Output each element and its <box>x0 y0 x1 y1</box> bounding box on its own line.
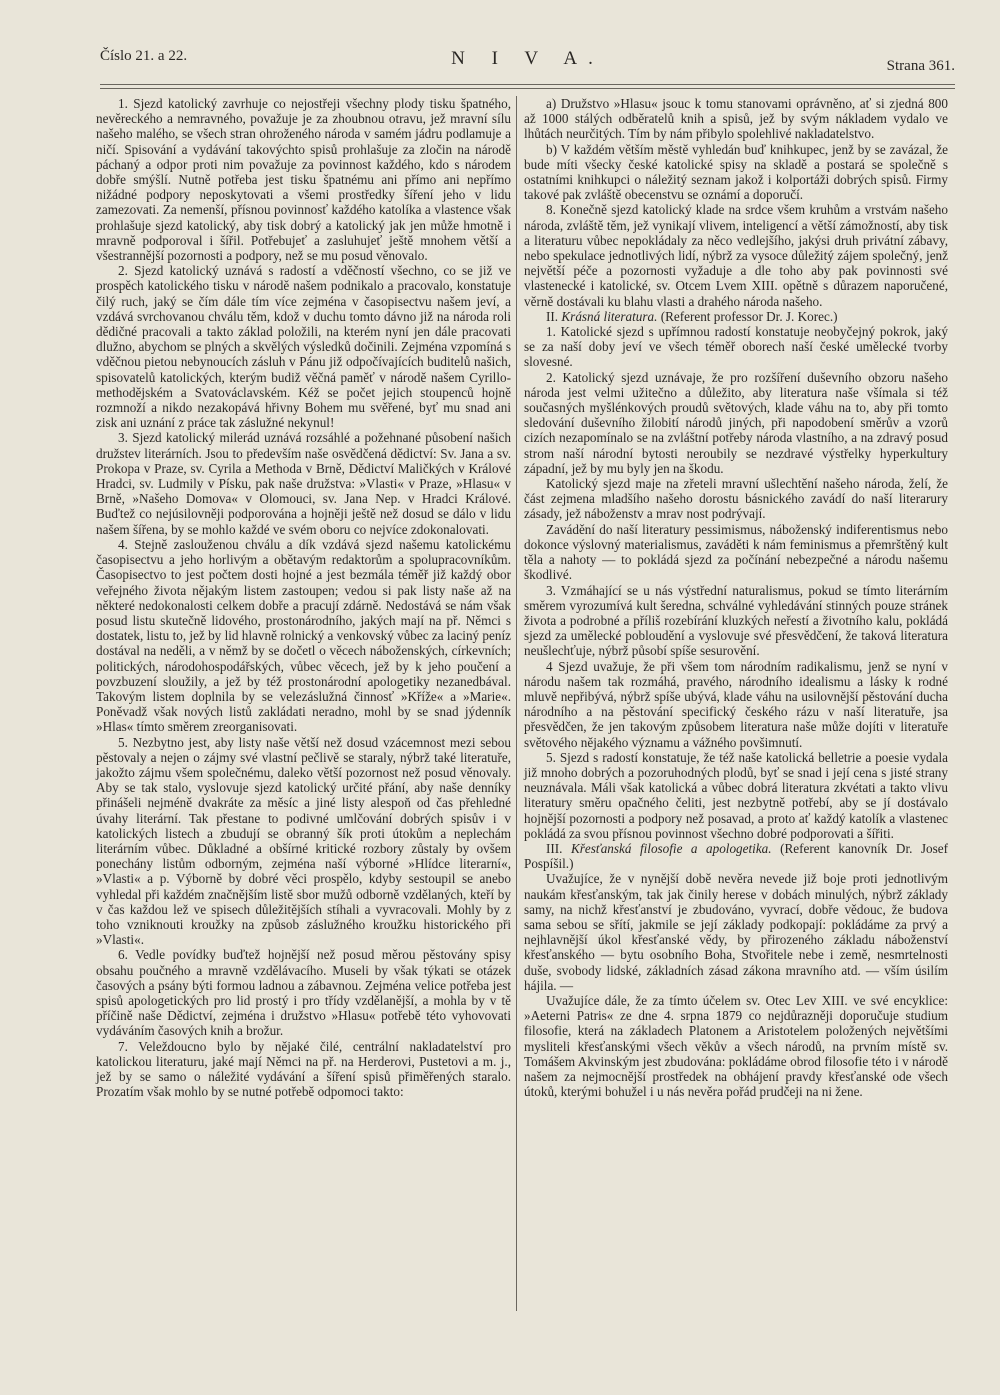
section-2-paragraph-7: 5. Sjezd s radostí konstatuje, že též naše katolická belletrie a poesie vydala již mnoho dobrých a pozoruhodných plodů, byť se snad i její cena s jisté strany neuznávala. Máli však katolická a vůbec dobrá literatura zkvétati a takto vlivu literatury směru opačného čeliti, jest nezbytně potřebí, aby se jí dostávalo hojnější pozornosti a podpory než posavad, a proto ať každý katolík a vlastenec pokládá za svou přísnou povinnost všechno dobré podporovati a šířiti. <box>524 749 948 841</box>
issue-number: Číslo 21. a 22. <box>100 48 188 64</box>
paragraph-2: 2. Sjezd katolický uznává s radostí a vděčností všechno, co se již ve prospěch katolického tisku v národě našem podnikalo a pracovalo, konstatuje čilý ruch, jaký se čím dále tím více zejména v časopisectvu našem jeví, a vzdává svrchovanou chválu těm, kdož v duchu tomto dávno již na národa roli dědičné pracovali a takto základ položili, na kterém nyní jen dále pracovati dlužno, abychom se plných a skvělých výsledků dočinili. Zejména vzpomíná s vděčnou pietou nebynoucích zásluh v Pánu již odpočívajících buditelů našich, spisovatelů katolických, kterým budiž věčná paměť v národě našem Cyrillo-methodějském a Svatováclavském. Kéž se počet jejich stoupenců hojně rozmnoží a nikdo nezakopává hřivny Bohem mu svěřené, byť mu snad ani zisk ani uznání z práce tak záslužné nekynul! <box>96 263 511 431</box>
section-2-paragraph-6: 4 Sjezd uvažuje, že při všem tom národním radikalismu, jenž se nyní v národu našem tak rozmáhá, pravého, národního idealismu a lásky k rodné mluvě nepřibývá, nýbrž spíše ubývá, klade váhu na usilovnější pěstování ducha národního a na pěstování specifický českého rázu v naší literatuře, jsa přesvědčen, že jen takovým způsobem literatura naše může dojíti v literatuře světového nějakého významu a vážného povšimnutí. <box>524 658 948 750</box>
left-column <box>96 96 511 1099</box>
header-rule-top <box>100 84 955 85</box>
section-3-paragraph-1: Uvažujíce, že v nynější době nevěra nevede již boje proti jednotlivým naukám křesťanským, tak jak činily herese v dobách minulých, nýbrž základy samy, na nichž křesťanství je zbudováno, vyvrací, dobře vědouc, že budova sama sebou se sřítí, jakmile se její základy podkopají: pokládáme za prvý a nejhlavnější úkol křesťanské vědy, by přirozeného základu náboženství křesťanského — bytu osobního Boha, Stvořitele nebe i země, nesmrtelnosti duše, svobody lidské, základních zásad zákona mravního atd. — vším úsilím hájila. — <box>524 871 948 993</box>
paragraph-8: 8. Konečně sjezd katolický klade na srdce všem kruhům a vrstvám našeho národa, zvláště těm, jež vynikají vlivem, inteligencí a větší zámožností, aby tisk a literaturu vůbec nepokládaly za něco vedlejšího, jakýsi druh privátní zábavy, nebo spekulace jednotlivých lidí, nýbrž za vysoce důležitý zájem společný, jenž největší péče a pozornosti vyžaduje a dle toho aby pak povinnosti své vlastenecké i katolické, sv. Otcem Lvem XIII. opětně s důrazem naporučené, věrně dostávali ku blahu vlasti a drahého národa našeho. <box>524 202 948 309</box>
section-2-heading <box>524 309 948 324</box>
right-column <box>524 96 948 1099</box>
section-2-referent: (Referent professor Dr. J. Korec.) <box>660 308 838 324</box>
section-2-paragraph-2: 2. Katolický sjezd uznávaje, že pro rozšíření duševního obzoru našeho národa jest velmi užitečno a důležito, aby literatura naše všímala si též současných myšlénkových proudů světových, klade váhu na to, aby při tomto sledování duševního žilobití národů jiných, při napodobení směrův a vzorů cizích nezapomínalo se na zvláštní potřeby národa vlastního, a na zdravý posud strom naší národní bytosti neroubily se nezdravé výstřelky hyperkultury západní, jež by mu byly jen na škodu. <box>524 369 948 476</box>
section-2-paragraph-5: 3. Vzmáhající se u nás výstřední naturalismus, pokud se tímto literárním směrem vyrozumívá kult šeredna, schválné vyhledávání stinných pouze stránek života a podrobné a příliš rozebírání kluzkých neřestí a životního kalu, pokládá sjezd za umělecké pobloudění a vyslovuje své přesvědčení, že taková literatura neušlechťuje, nýbrž působí spíše sesurovění. <box>524 582 948 659</box>
page-number: Strana 361. <box>886 58 955 74</box>
page-header <box>100 48 955 76</box>
section-2-paragraph-3: Katolický sjezd maje na zřeteli mravní ušlechtění našeho národa, želí, že část zejmena mladšího našeho dorostu básnického zavádí do naší literarury zásady, jež náboženstv a mrav nost podrývají. <box>524 476 948 522</box>
header-rule-bottom <box>100 88 955 89</box>
section-2-paragraph-4: Zavádění do naší literatury pessimismus, náboženský indiferentismus nebo dokonce výslovný materialismus, zaváděti k nám feminismus a přemrštěný kult těla a nahoty — to pokládá sjezd za počínání nebezpečné a národu našemu škodlivé. <box>524 521 948 583</box>
journal-title: N I V A. <box>451 48 604 69</box>
paragraph-5: 5. Nezbytno jest, aby listy naše větší než dosud vzácemnost mezi sebou pěstovaly a nejen o zájmy své vlastní pečlivě se staraly, nýbrž také literatuře, jakožto zájmu všem společnému, daleko větší pozornost než posud věnovaly. Aby se tak stalo, vyslovuje sjezd katolický určité přání, aby naše denníky přinášeli nejméně dvakráte za měsíc a jiné listy alespoň od čas přehledné úvahy literární. Tak přestane to podivné umlčování dobrých spisův i v katolických listech a zbudují se obranný šík proti útokům a neplechám literárním vůbec. Důkladné a obšírné kritické rozbory zůstaly by ovšem ponechány listům odborným, zejména naší výborné »Hlídce literarní«, »Vlasti« a p. Výborně by dobré věci prospělo, kdyby sestoupil se anebo vyhledal při každém značnějším listě sbor mužů odborně vzdělaných, kteří by v čas každou lež ve spisech důležitějších stíhali a vyvracovali. Mohly by z toho vzniknouti kroužky na způsob záslužného kroužku historického při »Vlasti«. <box>96 734 511 948</box>
section-2-title: Krásná literatura. <box>561 308 658 324</box>
paragraph-4: 4. Stejně zaslouženou chválu a dík vzdává sjezd našemu katolickému časopisectvu a jeho horlivým a obětavým redaktorům a spolupracovníkům. Časopisectvo to jest počtem dosti hojné a jest bezmála téměř již každý obor veřejného života nějakým listem zastoupen; vedou si pak listy naše až na některé nedokonalosti celkem dobře a pracují zdárně. Nedostává se nám však posud listu skutečně lidového, prostonárodního, jakých mají na př. Němci s dostatek, listu to, jež by lid hlavně rolnický a venkovský vůbec za laciný peníz dostával na neděli, a v němž by se dočetl o věcech náboženských, církevních; politických, národohospodářských, vůbec věcech, jež by k jeho poučení a povzbuzení sloužily, a jež by též prostonárodní apologetiky nezanedbával. Takovým listem doplnila by se velezáslužná činnosť »Kříže« a »Marie«. Poněvadž však nových listů zakládati neradno, mohl by se snad jýdenník »Hlas« tímto směrem zreorganisovati. <box>96 536 511 735</box>
section-3-referent: (Referent kanovník Dr. Josef Pospíšil.) <box>524 840 949 872</box>
section-2-number: II. <box>546 308 559 324</box>
section-3-title: Křesťanská filosofie a apologetika. <box>570 840 772 856</box>
paragraph-a: a) Družstvo »Hlasu« jsouc k tomu stanovami oprávněno, ať si zjedná 800 až 1000 stálých odběratelů knih a spisů, jež by svým nákladem vydalo ve lhůtách neurčitých. Tím by nám přibylo spolehlivé nakladatelstvo. <box>524 96 948 142</box>
section-2-paragraph-1: 1. Katolické sjezd s upřímnou radostí konstatuje neobyčejný pokrok, jaký se za naší doby jeví ve všech téměř oborech naší české umělecké tvorby slovesné. <box>524 324 948 370</box>
paragraph-6: 6. Vedle povídky buďtež hojnější než posud měrou pěstovány spisy obsahu poučného a mravně vzdělávacího. Museli by však týkati se otázek časových a psány býti formou ladnou a zábavnou. Zejména velice potřeba jest spisů apologetických pro lid prostý i pro třídy vzdělanější, a mohla by v tě příčině naše Dědictví, zejména i družstvo »Hlasu« potřebě této vyhovovati vydáváním časových knih a brožur. <box>96 947 511 1039</box>
paragraph-3: 3. Sjezd katolický milerád uznává rozsáhlé a požehnané působení našich družstev literárních. Jsou to především naše osvědčená dědictví: Sv. Jana a sv. Prokopa v Praze, sv. Cyrila a Methoda v Brně, Dědictví Maličkých v Králové Hradci, sv. Ludmily v Písku, pak naše družstva: »Vlasti« v Praze, »Hlasu« v Brně, »Našeho Domova« v Olomouci, sv. Jana Nep. v Hradci Králové. Buďtež co nejúsilovněji podporována a hojněji ještě než dosud se dálo v lidu našem šířena, by se mohlo každé ve svém oboru co nejvíce zdokonalovati. <box>96 430 511 537</box>
section-3-number: III. <box>546 840 563 856</box>
paragraph-b: b) V každém větším městě vyhledán buď knihkupec, jenž by se zavázal, že bude míti všecky české katolické spisy na skladě a postará se společně s ostatními knihkupci o náležitý seznam jakož i kolportáži dobrých spisů. Firmy takové pak zvláště obecenstvu se oznámí a doporučí. <box>524 141 948 203</box>
paragraph-1: 1. Sjezd katolický zavrhuje co nejostřeji všechny plody tisku špatného, nevěreckého a nemravného, považuje je za zhoubnou otravu, jež mravní sílu našeho malého, se všech stran ohroženého národa v samém jádru podlamuje a ničí. Spisování a vydávání takovýchto spisů prohlašuje za zločin na národě páchaný a odpor proti nim považuje za povinnost každého, kdo s národem dobře smýšlí. Nutně potřeba jest tisku špatnému ani přímo ani nepřímo nižádné podpory neposkytovati a všemi prostředky šíření jeho v lidu zamezovati. Za nemenší, přísnou povinnosť každého katolíka a vlastence však prohlašuje sjezd katolický, aby tisk dobrý a katolický jak jen může hmotně i mravně podporoval i šířil. Potřebujeť a zasluhujeť ještě mnohem větší a všestrannější pozornosti a podpory, než se mu posud věnovalo. <box>96 96 511 264</box>
section-3-heading <box>524 841 948 871</box>
column-divider <box>516 96 517 1311</box>
paragraph-7: 7. Veleždoucno bylo by nějaké čilé, centrální nakladatelství pro katolickou literaturu, jaké mají Němci na př. na Herderovi, Pustetovi a m. j., jež by se samo o náležité vydávání a šíření spisů přiměřených staralo. Prozatím však mohlo by se nutné potřebě odpomoci takto: <box>96 1038 511 1100</box>
section-3-paragraph-2: Uvažujíce dále, že za tímto účelem sv. Otec Lev XIII. ve své encyklice: »Aeterni Patris« ze dne 4. srpna 1879 co nejdůrazněji doporučuje studium filosofie, která na základech Platonem a Aristotelem položených největšími mysliteli křesťanskými všech věkův a všech národů, na prvním místě sv. Tomášem Akvinským jest zbudována: pokládáme obrod filosofie této i v národě našem za nejmocnější prostředek na obhájení pravdy křesťanské ode všech útoků, kterými bohužel i u nás nevěra pořád prudčeji na ni žene. <box>524 992 948 1100</box>
